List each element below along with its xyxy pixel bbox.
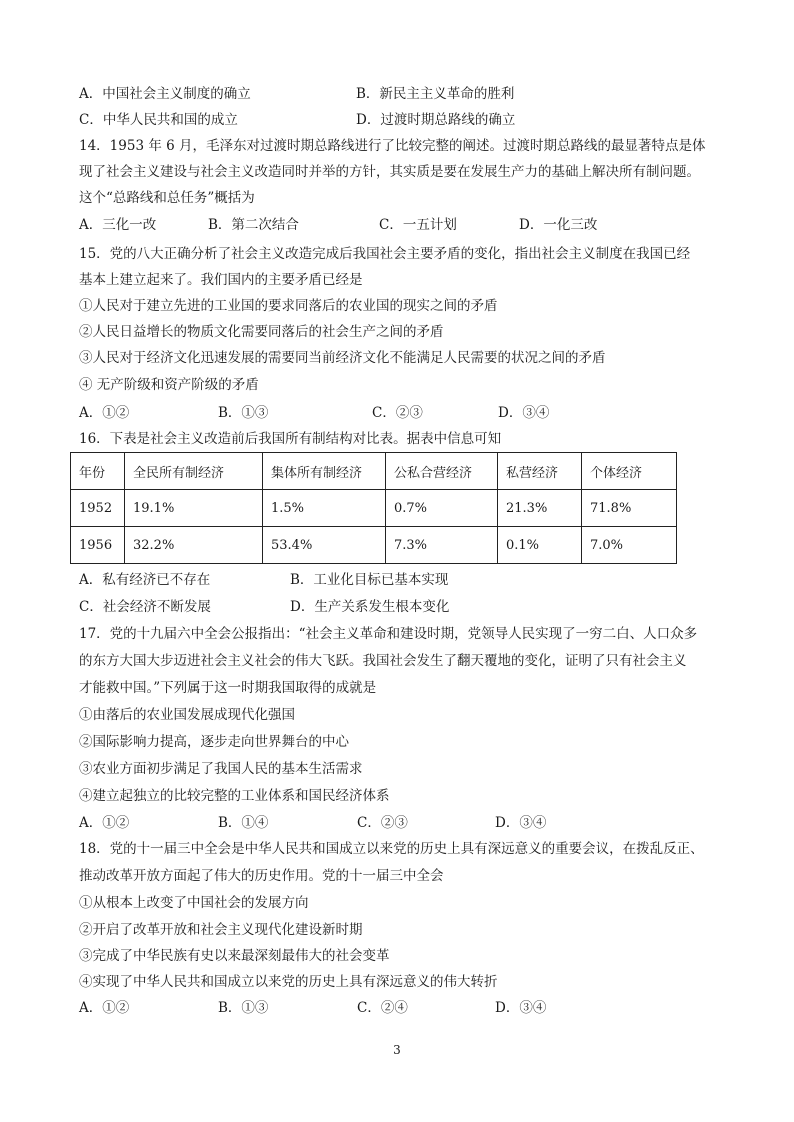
q15-item-4: ④ 无产阶级和资产阶级的矛盾 (79, 377, 259, 393)
q14-stem-line-3: 这个“总路线和总任务”概括为 (79, 190, 255, 206)
q16-stem: 16．下表是社会主义改造前后我国所有制结构对比表。据表中信息可知 (79, 431, 502, 447)
q15-option-d: D．③④ (498, 405, 550, 421)
table-cell: 32.2% (125, 527, 263, 564)
table-cell: 7.3% (386, 527, 498, 564)
q17-option-c: C．②③ (357, 815, 408, 831)
q14-option-c: C．一五计划 (379, 217, 457, 233)
table-cell: 1952 (71, 490, 125, 527)
q17-item-1: ①由落后的农业国发展成现代化强国 (79, 707, 295, 723)
q18-option-b: B．①③ (218, 1000, 269, 1016)
q18-stem-line-2: 推动改革开放方面起了伟大的历史作用。党的十一届三中全会 (79, 868, 444, 884)
q16-option-c: C．社会经济不断发展 (79, 599, 211, 615)
q16-option-d: D．生产关系发生根本变化 (290, 599, 450, 615)
q14-stem-line-1: 14．1953 年 6 月，毛泽东对过渡时期总路线进行了比较完整的阐述。过渡时期总路线的最显著特点是体 (79, 138, 706, 154)
q13-option-b: B．新民主主义革命的胜利 (356, 86, 515, 102)
q15-item-1: ①人民对于建立先进的工业国的要求同落后的农业国的现实之间的矛盾 (79, 298, 498, 314)
ownership-structure-table (70, 452, 677, 564)
q14-option-b: B．第二次结合 (208, 217, 299, 233)
table-row (71, 490, 677, 527)
q18-item-4: ④实现了中华人民共和国成立以来党的历史上具有深远意义的伟大转折 (79, 974, 498, 990)
table-cell: 71.8% (582, 490, 677, 527)
q15-option-b: B．①③ (218, 405, 269, 421)
q18-item-2: ②开启了改革开放和社会主义现代化建设新时期 (79, 922, 363, 938)
q14-option-d: D．一化三改 (519, 217, 598, 233)
table-header-cell: 个体经济 (582, 453, 677, 490)
q18-option-c: C．②④ (357, 1000, 408, 1016)
table-row (71, 527, 677, 564)
table-header-cell: 私营经济 (498, 453, 582, 490)
q16-option-b: B．工业化目标已基本实现 (290, 572, 449, 588)
q18-item-3: ③完成了中华民族有史以来最深刻最伟大的社会变革 (79, 948, 390, 964)
q16-option-a: A．私有经济已不存在 (79, 572, 211, 588)
table-cell: 1956 (71, 527, 125, 564)
table-cell: 21.3% (498, 490, 582, 527)
table-header-row (71, 453, 677, 490)
q17-stem-line-1: 17．党的十九届六中全会公报指出：“社会主义革命和建设时期，党领导人民实现了一穷二白、人口众多 (79, 626, 698, 642)
table-header-cell: 集体所有制经济 (263, 453, 386, 490)
q17-option-a: A．①② (79, 815, 130, 831)
q17-item-2: ②国际影响力提高，逐步走向世界舞台的中心 (79, 734, 349, 750)
table-header-cell: 全民所有制经济 (125, 453, 263, 490)
q15-item-3: ③人民对于经济文化迅速发展的需要同当前经济文化不能满足人民需要的状况之间的矛盾 (79, 350, 606, 366)
q17-option-d: D．③④ (495, 815, 547, 831)
q15-stem-line-1: 15．党的八大正确分析了社会主义改造完成后我国社会主要矛盾的变化，指出社会主义制度在我国已经 (79, 246, 691, 262)
page-number: 3 (393, 1043, 401, 1057)
table-cell: 1.5% (263, 490, 386, 527)
q14-stem-line-2: 现了社会主义建设与社会主义改造同时并举的方针，其实质是要在发展生产力的基础上解决所有制问题。 (79, 164, 700, 180)
q17-option-b: B．①④ (218, 815, 269, 831)
q13-option-c: C．中华人民共和国的成立 (79, 112, 238, 128)
q13-option-a: A．中国社会主义制度的确立 (79, 86, 251, 102)
table-cell: 7.0% (582, 527, 677, 564)
q18-stem-line-1: 18．党的十一届三中全会是中华人民共和国成立以来党的历史上具有深远意义的重要会议，在拨乱反正、 (79, 841, 704, 857)
q18-option-d: D．③④ (495, 1000, 547, 1016)
table-cell: 0.7% (386, 490, 498, 527)
q15-item-2: ②人民日益增长的物质文化需要同落后的社会生产之间的矛盾 (79, 324, 444, 340)
q15-option-a: A．①② (79, 405, 130, 421)
q14-option-a: A．三化一改 (79, 217, 157, 233)
q17-item-3: ③农业方面初步满足了我国人民的基本生活需求 (79, 761, 363, 777)
q18-item-1: ①从根本上改变了中国社会的发展方向 (79, 895, 309, 911)
q18-option-a: A．①② (79, 1000, 130, 1016)
table-cell: 53.4% (263, 527, 386, 564)
q13-option-d: D．过渡时期总路线的确立 (356, 112, 516, 128)
table-header-cell: 公私合营经济 (386, 453, 498, 490)
table-cell: 0.1% (498, 527, 582, 564)
table-header-cell: 年份 (71, 453, 125, 490)
q17-stem-line-2: 的东方大国大步迈进社会主义社会的伟大飞跃。我国社会发生了翻天覆地的变化，证明了只有社会主义 (79, 653, 687, 669)
q17-stem-line-3: 才能救中国。”下列属于这一时期我国取得的成就是 (79, 680, 377, 696)
q15-stem-line-2: 基本上建立起来了。我们国内的主要矛盾已经是 (79, 272, 363, 288)
table-cell: 19.1% (125, 490, 263, 527)
q15-option-c: C．②③ (372, 405, 423, 421)
q17-item-4: ④建立起独立的比较完整的工业体系和国民经济体系 (79, 788, 390, 804)
